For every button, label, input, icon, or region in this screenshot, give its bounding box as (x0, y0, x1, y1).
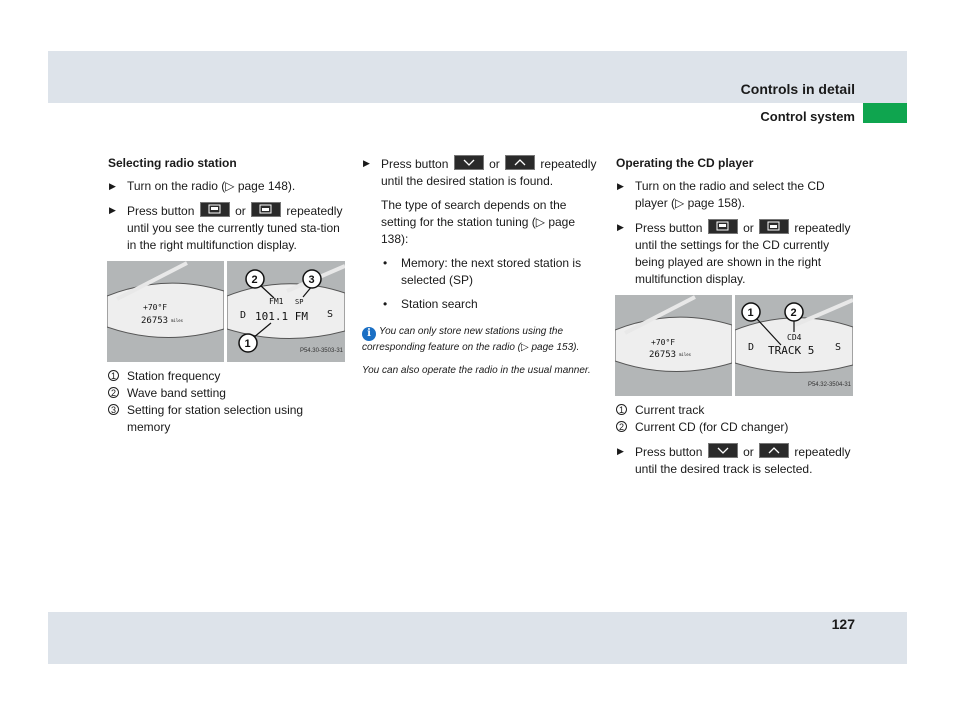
bullet-dot: • (383, 297, 388, 311)
step-text: Press button (635, 445, 703, 459)
bullet-text: Station search (401, 297, 478, 311)
step-arrow-icon: ▶ (363, 158, 370, 168)
column-radio-station (108, 155, 348, 436)
odometer-readout: 26753 (141, 316, 169, 326)
usage-note: You can also operate the radio in the usual manner. (362, 365, 591, 376)
figure-code: P54.32-3504-31 (807, 382, 851, 388)
temperature-readout: +70°F (651, 338, 676, 347)
legend-text: Station frequency (127, 369, 221, 383)
memory-sp-readout: SP (295, 298, 304, 306)
callout-2: 2 (251, 274, 258, 286)
column-cd-player (616, 155, 856, 485)
step-arrow-icon: ▶ (109, 181, 116, 191)
legend-text: Current track (635, 403, 705, 417)
step-turn-on-radio (108, 178, 348, 195)
subsection-title: Control system (760, 109, 855, 124)
step-press-button (362, 155, 602, 190)
step-arrow-icon: ▶ (617, 446, 624, 456)
chevron-up-button-icon (505, 155, 535, 170)
frequency-readout: 101.1 FM (255, 310, 308, 323)
gear-d-readout: D (748, 342, 755, 353)
cd-display-figure (615, 295, 855, 396)
legend-number: 2 (616, 421, 627, 432)
legend-item (616, 402, 856, 419)
legend-number: 2 (108, 387, 119, 398)
track-readout: TRACK 5 (768, 344, 815, 357)
step-press-button (108, 202, 348, 254)
or-text: or (235, 204, 246, 218)
legend-text: Setting for station selection using memory (127, 403, 304, 434)
wave-band-readout: FM1 (269, 297, 284, 306)
gear-d-readout: D (240, 310, 247, 321)
column-station-search (362, 155, 602, 387)
gear-s-readout: S (327, 309, 334, 320)
callout-1: 1 (244, 338, 251, 350)
temperature-readout: +70°F (143, 303, 168, 312)
cd-number-readout: CD4 (787, 333, 802, 342)
or-text: or (743, 221, 754, 235)
figure-code: P54.30-3503-31 (299, 348, 343, 354)
step-text: Press button (635, 221, 703, 235)
callout-1: 1 (747, 307, 754, 319)
odometer-unit: miles (679, 352, 692, 357)
or-text: or (743, 445, 754, 459)
step-arrow-icon: ▶ (109, 205, 116, 215)
legend-text: Current CD (for CD changer) (635, 420, 789, 434)
display-forward-button-icon (251, 202, 281, 217)
step-turn-on-cd (616, 178, 856, 212)
legend-item (616, 419, 856, 436)
legend-text: Wave band setting (127, 386, 226, 400)
footer-band (48, 612, 907, 664)
step-arrow-icon: ▶ (617, 181, 624, 191)
step-text: repeatedly until the desired station is found. (381, 157, 597, 188)
section-tab-marker (863, 103, 907, 123)
step-text: repeatedly until the settings for the CD currently being played are shown in the right multifunction display. (635, 221, 851, 286)
step-text: repeatedly until the desired track is selected. (635, 445, 851, 476)
display-back-button-icon (200, 202, 230, 217)
display-forward-button-icon (759, 219, 789, 234)
display-back-button-icon (708, 219, 738, 234)
callout-2: 2 (790, 307, 797, 319)
instrument-cluster-left-panel (107, 261, 224, 362)
page-number: 127 (831, 616, 855, 632)
info-note (362, 325, 602, 354)
step-text: repeatedly until you see the currently tuned sta-tion in the right multifunction display. (127, 204, 343, 252)
bullet-item (362, 296, 602, 313)
legend-number: 3 (108, 404, 119, 415)
odometer-unit: miles (171, 318, 184, 323)
step-text: Turn on the radio (▷ page 148). (127, 179, 296, 193)
info-icon: i (362, 327, 376, 341)
chevron-up-button-icon (759, 443, 789, 458)
bullet-text: Memory: the next stored station is selected (SP) (401, 256, 582, 287)
step-text: Press button (127, 204, 195, 218)
bullet-dot: • (383, 256, 388, 270)
section-title: Controls in detail (740, 81, 855, 97)
step-arrow-icon: ▶ (617, 222, 624, 232)
legend-number: 1 (108, 370, 119, 381)
or-text: or (489, 157, 500, 171)
legend-number: 1 (616, 404, 627, 415)
step-press-button (616, 219, 856, 288)
chevron-down-button-icon (708, 443, 738, 458)
heading-selecting-radio-station: Selecting radio station (108, 156, 237, 170)
step-text: Turn on the radio and select the CD player (▷ page 158). (635, 179, 825, 210)
instrument-cluster-left-panel (615, 295, 732, 396)
bullet-item (362, 255, 602, 289)
odometer-readout: 26753 (649, 350, 677, 360)
legend-item (108, 402, 348, 436)
step-press-track-button (616, 443, 856, 478)
gear-s-readout: S (835, 342, 842, 353)
heading-operating-cd-player: Operating the CD player (616, 156, 754, 170)
radio-display-figure (107, 261, 347, 362)
step-text: Press button (381, 157, 449, 171)
legend-item (108, 368, 348, 385)
legend-item (108, 385, 348, 402)
search-type-paragraph: The type of search depends on the setting for the station tuning (▷ page 138): (381, 198, 576, 246)
chevron-down-button-icon (454, 155, 484, 170)
note-text: You can only store new stations using the corresponding feature on the radio (▷ page 153). (362, 326, 580, 353)
callout-3: 3 (308, 274, 315, 286)
